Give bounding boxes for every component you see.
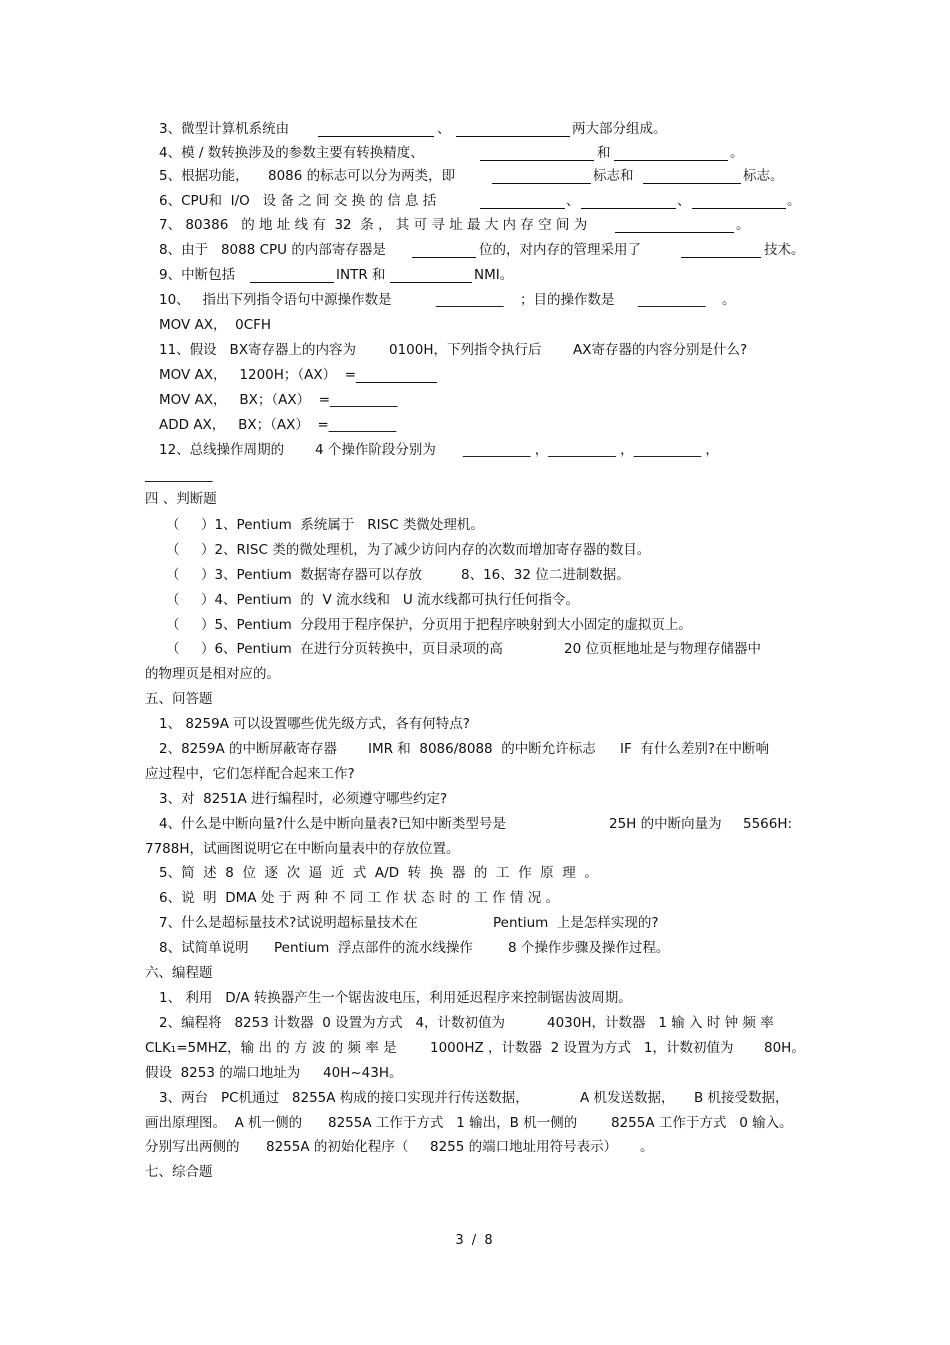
code-line: ADD AX， BX；（AX） =__________	[159, 417, 397, 433]
question-11: 11、假设 BX寄存器上的内容为 0100H，下列指令执行后 AX寄存器的内容分别是什么?	[159, 342, 748, 358]
answer-blank	[581, 208, 676, 209]
qa-item: 8、试简单说明 Pentium 浮点部件的流水线操作 8 个操作步骤及操作过程。	[159, 940, 670, 956]
answer-blank	[615, 232, 734, 233]
answer-blank	[356, 382, 437, 383]
answer-blank	[492, 183, 591, 184]
qa-item-cont: 应过程中，它们怎样配合起来工作?	[145, 766, 355, 782]
question-7: 7、 80386 的 地 址 线 有 32 条 ， 其 可 寻 址 最 大 内 存 空 间 为 。	[159, 217, 750, 233]
prog-item-cont: 画出原理图。 A 机一侧的 8255A 工作于方式 1 输出，B 机一侧的 8255A 工作于方式 0 输入。	[145, 1115, 793, 1131]
question-9: 9、中断包括 INTR 和 NMI。	[159, 267, 514, 283]
prog-item-cont: 假设 8253 的端口地址为 40H~43H。	[145, 1065, 403, 1081]
question-6: 6、CPU和 I/O 设 备 之 间 交 换 的 信 息 括 、 、 。	[159, 193, 801, 209]
answer-blank	[614, 160, 728, 161]
answer-blank	[390, 282, 472, 283]
section-title-judge: 四 、判断题	[145, 491, 217, 507]
question-10: 10、 指出下列指令语句中源操作数是 __________ ；目的操作数是 __________ 。	[159, 292, 736, 308]
judge-item: （ ）6、Pentium 在进行分页转换中，页目录项的高 20 位页框地址是与物理存储器中	[166, 641, 761, 657]
code-line: MOV AX， 1200H；（AX） =	[0, 364, 950, 386]
question-12: 12、总线操作周期的 4 个操作阶段分别为 __________ ，__________ ，__________ ，	[159, 442, 719, 458]
judge-item: （ ）5、Pentium 分段用于程序保护，分页用于把程序映射到大小固定的虚拟页上。	[166, 617, 692, 633]
answer-blank	[643, 183, 741, 184]
prog-item: 3、两台 PC机通过 8255A 构成的接口实现并行传送数据， A 机发送数据， B 机接受数据，	[159, 1090, 789, 1106]
judge-item: （ ）1、Pentium 系统属于 RISC 类微处理机。	[166, 517, 484, 533]
question-5: 5、根据功能， 8086 的标志可以分为两类，即 标志和 标志。	[159, 168, 784, 184]
section-title-programming: 六、编程题	[145, 965, 213, 981]
answer-blank	[250, 282, 334, 283]
judge-item: （ ）2、RISC 类的微处理机，为了减少访问内存的次数而增加寄存器的数目。	[166, 542, 651, 558]
section-title-qa: 五、问答题	[145, 691, 213, 707]
prog-item-cont: 分别写出两侧的 8255A 的初始化程序（ 8255 的端口地址用符号表示） 。	[145, 1139, 654, 1155]
answer-blank	[681, 257, 761, 258]
qa-item-cont: 7788H，试画图说明它在中断向量表中的存放位置。	[145, 841, 460, 857]
answer-blank	[412, 257, 476, 258]
question-3: 3、微型计算机系统由 、 两大部分组成。	[159, 121, 667, 137]
qa-item: 1、 8259A 可以设置哪些优先级方式，各有何特点?	[159, 716, 470, 732]
answer-blank	[692, 208, 786, 209]
judge-item: （ ）3、Pentium 数据寄存器可以存放 8、16、32 位二进制数据。	[166, 567, 630, 583]
question-4: 4、模 / 数转换涉及的参数主要有转换精度、 和 。	[159, 145, 744, 161]
answer-blank	[480, 160, 594, 161]
code-line: MOV AX， BX；（AX） =__________	[159, 392, 398, 408]
prog-item: 1、 利用 D/A 转换器产生一个锯齿波电压，利用延迟程序来控制锯齿波周期。	[159, 990, 632, 1006]
qa-item: 7、什么是超标量技术?试说明超标量技术在 Pentium 上是怎样实现的?	[159, 915, 659, 931]
qa-item: 3、对 8251A 进行编程时，必须遵守哪些约定?	[159, 791, 448, 807]
answer-blank	[480, 208, 565, 209]
qa-item: 6、说 明 DMA 处 于 两 种 不 同 工 作 状 态 时 的 工 作 情 况 。	[159, 890, 559, 906]
qa-item: 2、8259A 的中断屏蔽寄存器 IMR 和 8086/8088 的中断允许标志 IF 有什么差别?在中断响	[159, 741, 769, 757]
answer-blank	[318, 136, 434, 137]
question-12-cont: __________	[145, 467, 213, 483]
answer-blank	[456, 136, 570, 137]
qa-item: 4、什么是中断向量?什么是中断向量表?已知中断类型号是 25H 的中断向量为 5566H:	[159, 816, 793, 832]
page-number: 3 / 8	[455, 1233, 495, 1248]
qa-item: 5、简 述 8 位 逐 次 逼 近 式 A/D 转 换 器 的 工 作 原 理 。	[159, 865, 598, 881]
judge-item: （ ）4、Pentium 的 V 流水线和 U 流水线都可执行任何指令。	[166, 592, 580, 608]
question-8: 8、由于 8088 CPU 的内部寄存器是 位的，对内存的管理采用了 技术。	[159, 242, 805, 258]
judge-item-cont: 的物理页是相对应的。	[145, 666, 280, 682]
prog-item-cont: CLK₁=5MHZ，输 出 的 方 波 的 频 率 是 1000HZ ，计数器 2 设置为方式 1，计数初值为 80H。	[145, 1040, 805, 1056]
prog-item: 2、编程将 8253 计数器 0 设置为方式 4，计数初值为 4030H，计数器 1 输 入 时 钟 频 率	[159, 1015, 774, 1031]
code-line: MOV AX， 0CFH	[159, 317, 272, 333]
section-title-synthesis: 七、综合题	[145, 1164, 213, 1180]
